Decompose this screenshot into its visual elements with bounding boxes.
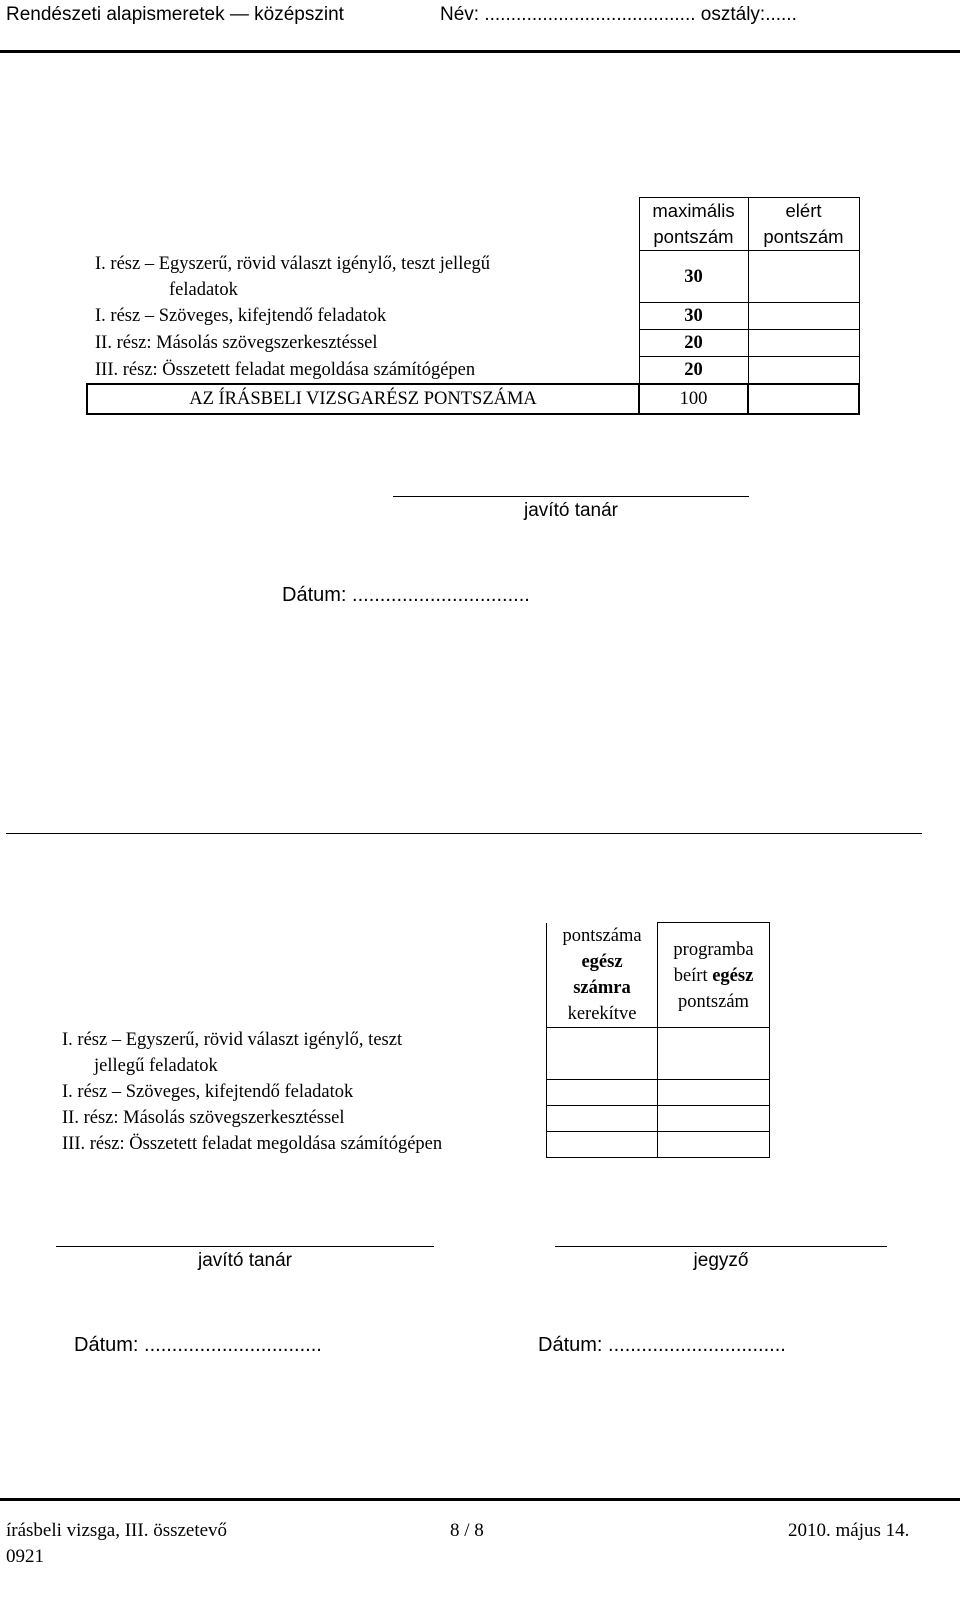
- row-achieved-cell[interactable]: [748, 303, 859, 330]
- table-row: [56, 1131, 770, 1157]
- table-header-row: [87, 198, 859, 251]
- row-max: 20: [639, 330, 748, 357]
- row-label: III. rész: Összetett feladat megoldása számítógépen: [95, 359, 476, 380]
- row-achieved-cell[interactable]: [748, 251, 859, 303]
- row-rounded-cell[interactable]: [547, 1105, 658, 1131]
- row-achieved-cell[interactable]: [748, 357, 859, 385]
- col-max-points: maximális pontszám: [639, 198, 748, 251]
- row-rounded-cell[interactable]: [547, 1079, 658, 1105]
- row-label: III. rész: Összetett feladat megoldása számítógépen: [62, 1134, 443, 1154]
- footer-date: 2010. május 14.: [788, 1520, 910, 1541]
- signature-line: [393, 496, 749, 497]
- row-label: II. rész: Másolás szövegszerkesztéssel: [95, 332, 378, 353]
- col-rounded-points: pontszáma egész számra kerekítve: [547, 923, 658, 1028]
- row-label-cont: jellegű feladatok: [94, 1056, 218, 1076]
- section-divider: [6, 833, 922, 834]
- date-field: Dátum: ................................: [282, 584, 530, 606]
- header-name-field: Név: ........................................ osztály:......: [440, 4, 797, 25]
- total-label: AZ ÍRÁSBELI VIZSGARÉSZ PONTSZÁMA: [87, 384, 639, 414]
- table-row: [56, 1079, 770, 1105]
- row-program-cell[interactable]: [658, 1027, 770, 1079]
- row-label: I. rész – Egyszerű, rövid választ igénylő, teszt jellegű: [95, 253, 491, 274]
- row-program-cell[interactable]: [658, 1079, 770, 1105]
- header-rule: [0, 50, 960, 53]
- row-max: 30: [639, 303, 748, 330]
- col-achieved-points: elért pontszám: [748, 198, 859, 251]
- table-row: [87, 357, 859, 385]
- signature-role-right: jegyző: [693, 1250, 749, 1271]
- row-max: 20: [639, 357, 748, 385]
- row-label: I. rész – Szöveges, kifejtendő feladatok: [62, 1082, 354, 1102]
- row-program-cell[interactable]: [658, 1105, 770, 1131]
- row-rounded-cell[interactable]: [547, 1131, 658, 1157]
- table-row: [56, 1027, 770, 1079]
- row-program-cell[interactable]: [658, 1131, 770, 1157]
- row-label: I. rész – Egyszerű, rövid választ igénylő, teszt: [62, 1030, 403, 1050]
- footer-exam: írásbeli vizsga, III. összetevő: [6, 1520, 228, 1541]
- row-rounded-cell[interactable]: [547, 1027, 658, 1079]
- signature-line-right: [555, 1246, 887, 1247]
- total-max: 100: [639, 384, 748, 414]
- row-achieved-cell[interactable]: [748, 330, 859, 357]
- col-program-points: programba beírt egész pontszám: [658, 923, 770, 1028]
- signature-role-left: javító tanár: [198, 1250, 292, 1271]
- table-header-row: [56, 923, 770, 1028]
- score-table-program: [56, 922, 770, 1158]
- row-label: I. rész – Szöveges, kifejtendő feladatok: [95, 305, 387, 326]
- date-field-left: Dátum: ................................: [74, 1334, 322, 1356]
- date-field-right: Dátum: ................................: [538, 1334, 786, 1356]
- score-table-written: [86, 197, 860, 415]
- signature-role: javító tanár: [524, 500, 618, 521]
- footer-rule: [0, 1498, 960, 1501]
- row-label: II. rész: Másolás szövegszerkesztéssel: [62, 1108, 345, 1128]
- header-subject: Rendészeti alapismeretek — középszint: [6, 4, 344, 25]
- total-achieved-cell[interactable]: [748, 384, 859, 414]
- footer-code: 0921: [6, 1546, 44, 1567]
- table-row: [87, 330, 859, 357]
- row-max: 30: [639, 251, 748, 303]
- signature-line-left: [56, 1246, 434, 1247]
- row-label-cont: feladatok: [169, 279, 238, 300]
- table-row: [87, 303, 859, 330]
- page-number: 8 / 8: [450, 1520, 484, 1541]
- table-row: [87, 251, 859, 303]
- total-row: [87, 384, 859, 414]
- table-row: [56, 1105, 770, 1131]
